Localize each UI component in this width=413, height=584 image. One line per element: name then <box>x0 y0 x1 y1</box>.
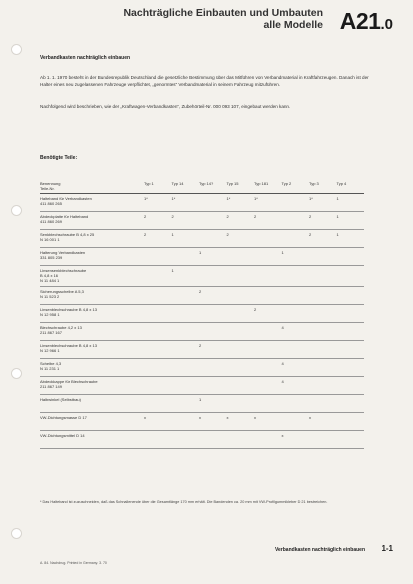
part-description: Linsenblechschraube B 4,8 x 13 N 12 958 1 <box>40 305 144 323</box>
section-code-suffix: .0 <box>380 16 393 33</box>
quantity-cell <box>337 377 365 395</box>
quantity-cell: 1 <box>172 266 200 287</box>
header-title-line2: alle Modelle <box>263 19 323 31</box>
quantity-cell <box>172 341 200 359</box>
table-row <box>40 194 364 212</box>
table-row <box>40 431 364 449</box>
quantity-cell: x <box>144 413 172 431</box>
table-header-row <box>40 178 364 194</box>
quantity-cell: x <box>309 413 337 431</box>
quantity-cell <box>309 359 337 377</box>
quantity-cell <box>144 359 172 377</box>
quantity-cell <box>199 266 227 287</box>
quantity-cell: 2 <box>254 305 282 323</box>
quantity-cell: 1* <box>144 194 172 212</box>
parts-title: Benötigte Teile: <box>40 155 78 161</box>
imprint: A. 84. Nachdrug. Printed in Germany. 3. 70 <box>40 561 107 565</box>
quantity-cell <box>144 395 172 413</box>
quantity-cell <box>199 212 227 230</box>
table-row <box>40 413 364 431</box>
quantity-cell: x <box>282 431 310 449</box>
intro-paragraph: Ab 1. 1. 1970 besteht in der Bundesrepublik Deutschland die gesetzliche Bestimmung über das Mitführen von Verbandmaterial in Kraftfahrzeugen. Danach ist der Halter eines neu zugelassenen Fahrzeuge verpflichtet, „genormtes“ Verbandmaterial in seinem Fahrzeug mitzuführen. <box>40 75 369 87</box>
binder-hole <box>11 44 22 55</box>
quantity-cell <box>144 248 172 266</box>
quantity-cell: 1 <box>337 212 365 230</box>
quantity-cell <box>227 395 255 413</box>
quantity-cell <box>172 413 200 431</box>
part-description: Abdeckplatte für Halteband 411 860 269 <box>40 212 144 230</box>
table-row <box>40 212 364 230</box>
quantity-cell <box>309 341 337 359</box>
table-body <box>40 194 364 449</box>
quantity-cell: 4 <box>282 359 310 377</box>
quantity-cell: 2 <box>227 212 255 230</box>
part-description: Senkblechschraube B 4,8 x 25 N 16 001 1 <box>40 230 144 248</box>
quantity-cell <box>144 287 172 305</box>
quantity-cell <box>227 377 255 395</box>
quantity-cell <box>144 377 172 395</box>
quantity-cell <box>172 395 200 413</box>
part-description: Scheibe 4,3 N 11 231 1 <box>40 359 144 377</box>
quantity-cell: 1 <box>199 248 227 266</box>
quantity-cell <box>309 287 337 305</box>
quantity-cell <box>309 248 337 266</box>
quantity-cell <box>254 248 282 266</box>
quantity-cell: 1 <box>337 194 365 212</box>
quantity-cell: x <box>227 413 255 431</box>
quantity-cell <box>227 431 255 449</box>
quantity-cell <box>309 305 337 323</box>
quantity-cell: 2 <box>309 230 337 248</box>
quantity-cell: 2 <box>144 212 172 230</box>
table-row <box>40 266 364 287</box>
quantity-cell <box>337 323 365 341</box>
quantity-cell: 2 <box>227 230 255 248</box>
quantity-cell <box>144 341 172 359</box>
quantity-cell <box>254 341 282 359</box>
quantity-cell <box>282 194 310 212</box>
quantity-cell <box>337 287 365 305</box>
binder-hole <box>11 368 22 379</box>
quantity-cell <box>282 395 310 413</box>
column-header-type: Typ 2 <box>282 178 310 194</box>
quantity-cell <box>282 341 310 359</box>
quantity-cell <box>199 305 227 323</box>
quantity-cell <box>172 377 200 395</box>
quantity-cell <box>227 341 255 359</box>
table-row <box>40 287 364 305</box>
quantity-cell: 1* <box>172 194 200 212</box>
quantity-cell: 2 <box>199 287 227 305</box>
quantity-cell: 2 <box>172 212 200 230</box>
quantity-cell <box>254 359 282 377</box>
quantity-cell <box>144 305 172 323</box>
part-description: Sicherungsscheibe A 5,3 N 11 523 2 <box>40 287 144 305</box>
part-description: Halbwinkel (Selbstbau) <box>40 395 144 413</box>
quantity-cell: 1* <box>227 194 255 212</box>
table-row <box>40 377 364 395</box>
quantity-cell <box>227 287 255 305</box>
quantity-cell <box>172 287 200 305</box>
column-header-description: Benennung Teile-Nr. <box>40 178 144 194</box>
quantity-cell <box>282 305 310 323</box>
quantity-cell <box>282 266 310 287</box>
part-description: Linsensenkblechschraube B 4,8 x 16 N 11 484 1 <box>40 266 144 287</box>
quantity-cell <box>199 431 227 449</box>
quantity-cell <box>337 341 365 359</box>
table-row <box>40 323 364 341</box>
quantity-cell <box>282 287 310 305</box>
quantity-cell: 2 <box>309 212 337 230</box>
page-header-title <box>123 7 323 31</box>
quantity-cell <box>144 431 172 449</box>
table-row <box>40 305 364 323</box>
header-title-line1: Nachträgliche Einbauten und Umbauten <box>123 7 323 19</box>
column-header-type: Typ 15 <box>227 178 255 194</box>
quantity-cell <box>309 377 337 395</box>
quantity-cell: 2 <box>144 230 172 248</box>
footer-title: Verbandkasten nachträglich einbauen <box>274 547 365 553</box>
quantity-cell: 2 <box>199 341 227 359</box>
table-row <box>40 395 364 413</box>
section-code <box>340 9 393 37</box>
quantity-cell <box>337 248 365 266</box>
quantity-cell: 2 <box>254 212 282 230</box>
quantity-cell <box>172 305 200 323</box>
column-header-type: Typ 3 <box>309 178 337 194</box>
quantity-cell: x <box>199 413 227 431</box>
quantity-cell <box>199 323 227 341</box>
quantity-cell: 1 <box>337 230 365 248</box>
quantity-cell <box>337 431 365 449</box>
quantity-cell <box>254 287 282 305</box>
quantity-cell: x <box>254 413 282 431</box>
quantity-cell <box>227 359 255 377</box>
section-code-main: A21 <box>339 8 381 34</box>
quantity-cell <box>254 377 282 395</box>
part-description: Halteband für Verbandkasten 411 860 265 <box>40 194 144 212</box>
column-header-type: Typ 1 <box>144 178 172 194</box>
quantity-cell <box>227 248 255 266</box>
table-row <box>40 359 364 377</box>
quantity-cell: 4 <box>282 323 310 341</box>
section-title: Verbandkasten nachträglich einbauen <box>40 55 131 61</box>
quantity-cell <box>227 266 255 287</box>
part-description: Halterung Verbandkasten 331 805 239 <box>40 248 144 266</box>
quantity-cell <box>309 266 337 287</box>
quantity-cell <box>309 323 337 341</box>
quantity-cell <box>144 266 172 287</box>
quantity-cell <box>337 413 365 431</box>
part-description: Linsenblechschraube B 4,8 x 13 N 12 966 1 <box>40 341 144 359</box>
quantity-cell <box>282 413 310 431</box>
quantity-cell <box>199 377 227 395</box>
quantity-cell <box>227 323 255 341</box>
column-header-type: Typ 181 <box>254 178 282 194</box>
quantity-cell <box>282 230 310 248</box>
binder-hole <box>11 528 22 539</box>
quantity-cell <box>337 359 365 377</box>
table-row <box>40 341 364 359</box>
part-description: Blechschraube 4,2 x 13 211 867 167 <box>40 323 144 341</box>
quantity-cell <box>254 266 282 287</box>
quantity-cell <box>227 305 255 323</box>
table-row <box>40 230 364 248</box>
footnote: * Das Halteband ist zuzuschneiden, daß das Schnallenende über die Gesamtlänge 170 mm erhält. Die Bandenden ca. 20 mm mit VW-Profilgummikleber D 21 bestreichen. <box>40 500 328 504</box>
table-row <box>40 248 364 266</box>
quantity-cell <box>282 212 310 230</box>
quantity-cell: 1 <box>199 395 227 413</box>
quantity-cell <box>199 230 227 248</box>
quantity-cell <box>254 230 282 248</box>
quantity-cell <box>254 323 282 341</box>
part-description: Abdeckkappe für Blechschraube 211 867 149 <box>40 377 144 395</box>
quantity-cell <box>172 248 200 266</box>
column-header-type: Typ 4 <box>337 178 365 194</box>
quantity-cell <box>199 359 227 377</box>
binder-hole <box>11 205 22 216</box>
column-header-type: Typ 14 <box>172 178 200 194</box>
quantity-cell: 1 <box>172 230 200 248</box>
column-header-type: Typ 14? <box>199 178 227 194</box>
quantity-cell <box>172 359 200 377</box>
quantity-cell <box>172 323 200 341</box>
quantity-cell <box>337 266 365 287</box>
description-paragraph: Nachfolgend wird beschrieben, wie der „Kraftwagen-Verbandkasten“, Zubehörteil-Nr. 000 093 107, eingebaut werden kann. <box>40 104 291 109</box>
part-description: VW-Dichtungsmittel D 14 <box>40 431 144 449</box>
quantity-cell <box>144 323 172 341</box>
quantity-cell <box>309 395 337 413</box>
quantity-cell: 1 <box>282 248 310 266</box>
quantity-cell <box>254 395 282 413</box>
quantity-cell: 1* <box>309 194 337 212</box>
quantity-cell <box>309 431 337 449</box>
quantity-cell <box>254 431 282 449</box>
quantity-cell <box>199 194 227 212</box>
quantity-cell <box>172 431 200 449</box>
quantity-cell <box>337 305 365 323</box>
quantity-cell: 4 <box>282 377 310 395</box>
quantity-cell <box>337 395 365 413</box>
page-number: 1-1 <box>381 544 393 553</box>
part-description: VW-Dichtungsmasse D 17 <box>40 413 144 431</box>
quantity-cell: 1* <box>254 194 282 212</box>
parts-table <box>40 178 364 449</box>
